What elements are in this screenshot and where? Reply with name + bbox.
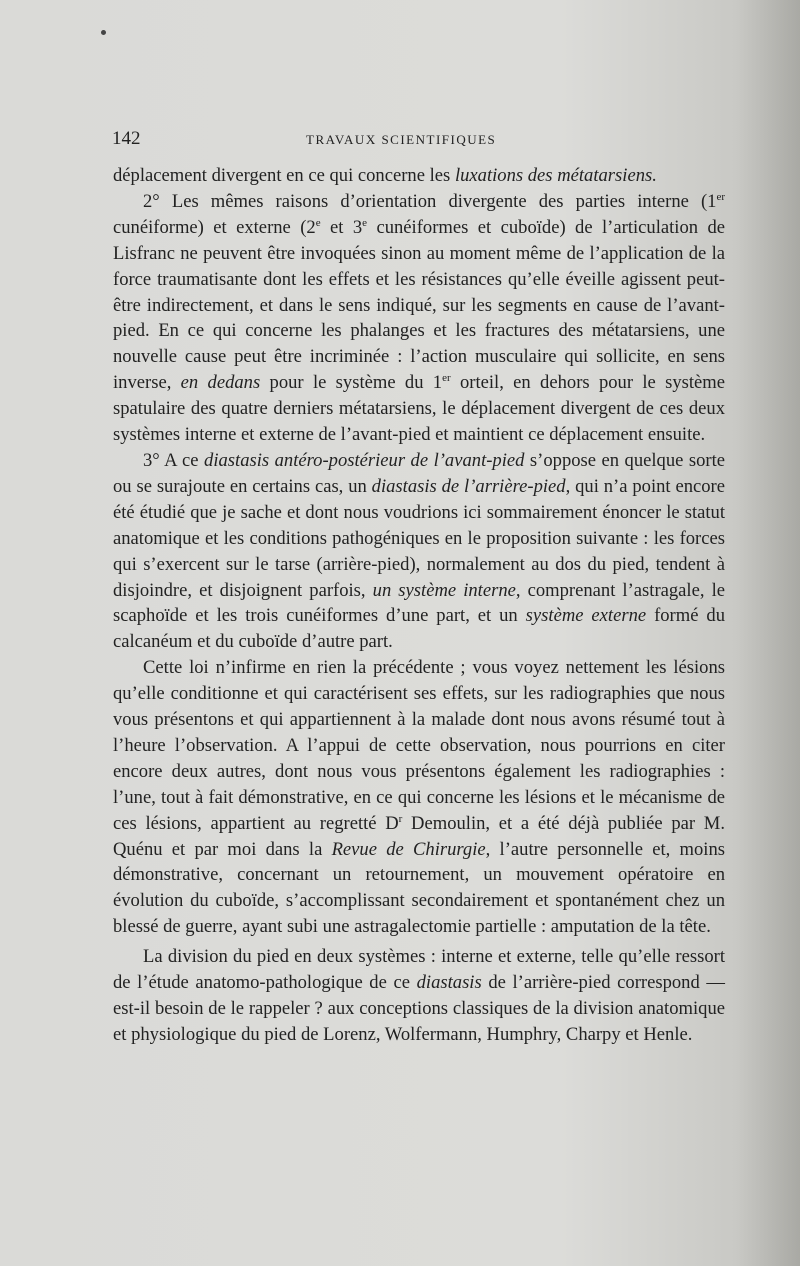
text-run: formé du calcanéum et du cuboïde d’autre part.: [113, 605, 725, 653]
text-run: 3° A ce: [143, 449, 205, 471]
italic-text: diastasis de l’arrière-pied: [371, 475, 566, 497]
paragraph-law: [113, 655, 725, 940]
ink-speck: [101, 30, 106, 35]
superscript-text: e: [315, 216, 321, 229]
text-run: s’oppose en quelque sorte ou se surajoute en certains cas, un: [113, 449, 725, 497]
italic-text: luxations des métatarsiens.: [454, 165, 657, 186]
paragraph-point-3: [113, 448, 725, 655]
text-run: orteil, en dehors pour le système spatulaire des quatre derniers métatarsiens, le déplacement divergent de ces deux systèmes interne et externe de l’avant-pied et maintient ce déplacement ensuite.: [113, 372, 725, 446]
text-run: et 3: [320, 216, 363, 238]
italic-text: un système interne: [372, 579, 516, 601]
italic-text: diastasis: [416, 972, 482, 994]
text-run: cunéiformes et cuboïde) de l’articulation de Lisfranc ne peuvent être invoquées sinon au moment même de l’application de la force traumatisante dont les effets et les résistances qu’elle éveille agissent peut-être indirectement, et dans le sens indiqué, sur les segments en cause de l’avant-pied. En ce qui concerne les phalanges et les fractures des métatarsiens, une nouvelle cause peut être incriminée : l’action musculaire qui sollicite, en sens inverse,: [113, 216, 726, 394]
superscript-text: er: [716, 190, 725, 203]
text-run: déplacement divergent en ce qui concerne les: [113, 165, 455, 186]
text-run: pour le système du 1: [260, 372, 443, 394]
running-title: TRAVAUX SCIENTIFIQUES: [306, 132, 497, 147]
text-run: , qui n’a point encore été étudié que je sache et dont nous voudrions ici sommairement énoncer le statut anatomique et les conditions pathogéniques en le proposition suivante : les forces qui s’exercent sur le tarse (arrière-pied), normalement au dos du pied, tendent à disjoindre, et disjoignent parfois,: [113, 475, 725, 601]
superscript-text: r: [398, 812, 403, 825]
paragraph-point-2: [113, 189, 725, 448]
paragraph-division: [113, 944, 725, 1048]
text-run: 2° Les mêmes raisons d’orientation divergente des parties interne (1: [143, 190, 717, 212]
italic-text: système externe: [525, 605, 647, 627]
italic-text: diastasis antéro-postérieur de l’avant-pied: [204, 449, 525, 471]
page-header: [112, 128, 722, 154]
superscript-text: er: [442, 372, 451, 385]
text-run: cunéiforme) et externe (2: [113, 216, 316, 238]
text-run: La division du pied en deux systèmes : interne et externe, telle qu’elle ressort de l’étude anatomo-pathologique de ce: [113, 946, 725, 994]
text-run: , l’autre personnelle et, moins démonstrative, concernant un retournement, un mouvement opératoire en évolution du cuboïde, s’accomplissant secondairement et spontanément chez un blessé de guerre, ayant subi une astragalectomie partielle : amputation de la tête.: [113, 838, 725, 938]
text-run: Cette loi n’infirme en rien la précédente ; vous voyez nettement les lésions qu’elle conditionne et qui caractérisent ses effets, sur les radiographies que nous vous présentons et qui appartiennent à la malade dont nous avons résumé tout à l’heure l’observation. A l’appui de cette observation, nous pourrions en citer encore deux autres, dont nous vous présentons également les radiographies : l’une, tout à fait démonstrative, en ce qui concerne les lésions et le mécanisme de ces lésions, appartient au regretté D: [113, 657, 725, 834]
paragraph-continuation: [113, 163, 725, 189]
text-run: , comprenant l’astragale, le scaphoïde et les trois cunéiformes d’une part, et un: [113, 579, 725, 627]
page-number: 142: [112, 128, 141, 149]
superscript-text: e: [362, 216, 368, 229]
body-text: [113, 163, 725, 1048]
italic-text: en dedans: [180, 372, 261, 394]
text-run: de l’arrière-pied correspond — est-il besoin de le rappeler ? aux conceptions classiques de la division anatomique et physiologique du pied de Lorenz, Wolfermann, Humphry, Charpy et Henle.: [113, 972, 725, 1045]
text-run: Demoulin, et a été déjà publiée par M. Quénu et par moi dans la: [113, 812, 725, 860]
italic-text: Revue de Chirurgie: [331, 838, 486, 860]
